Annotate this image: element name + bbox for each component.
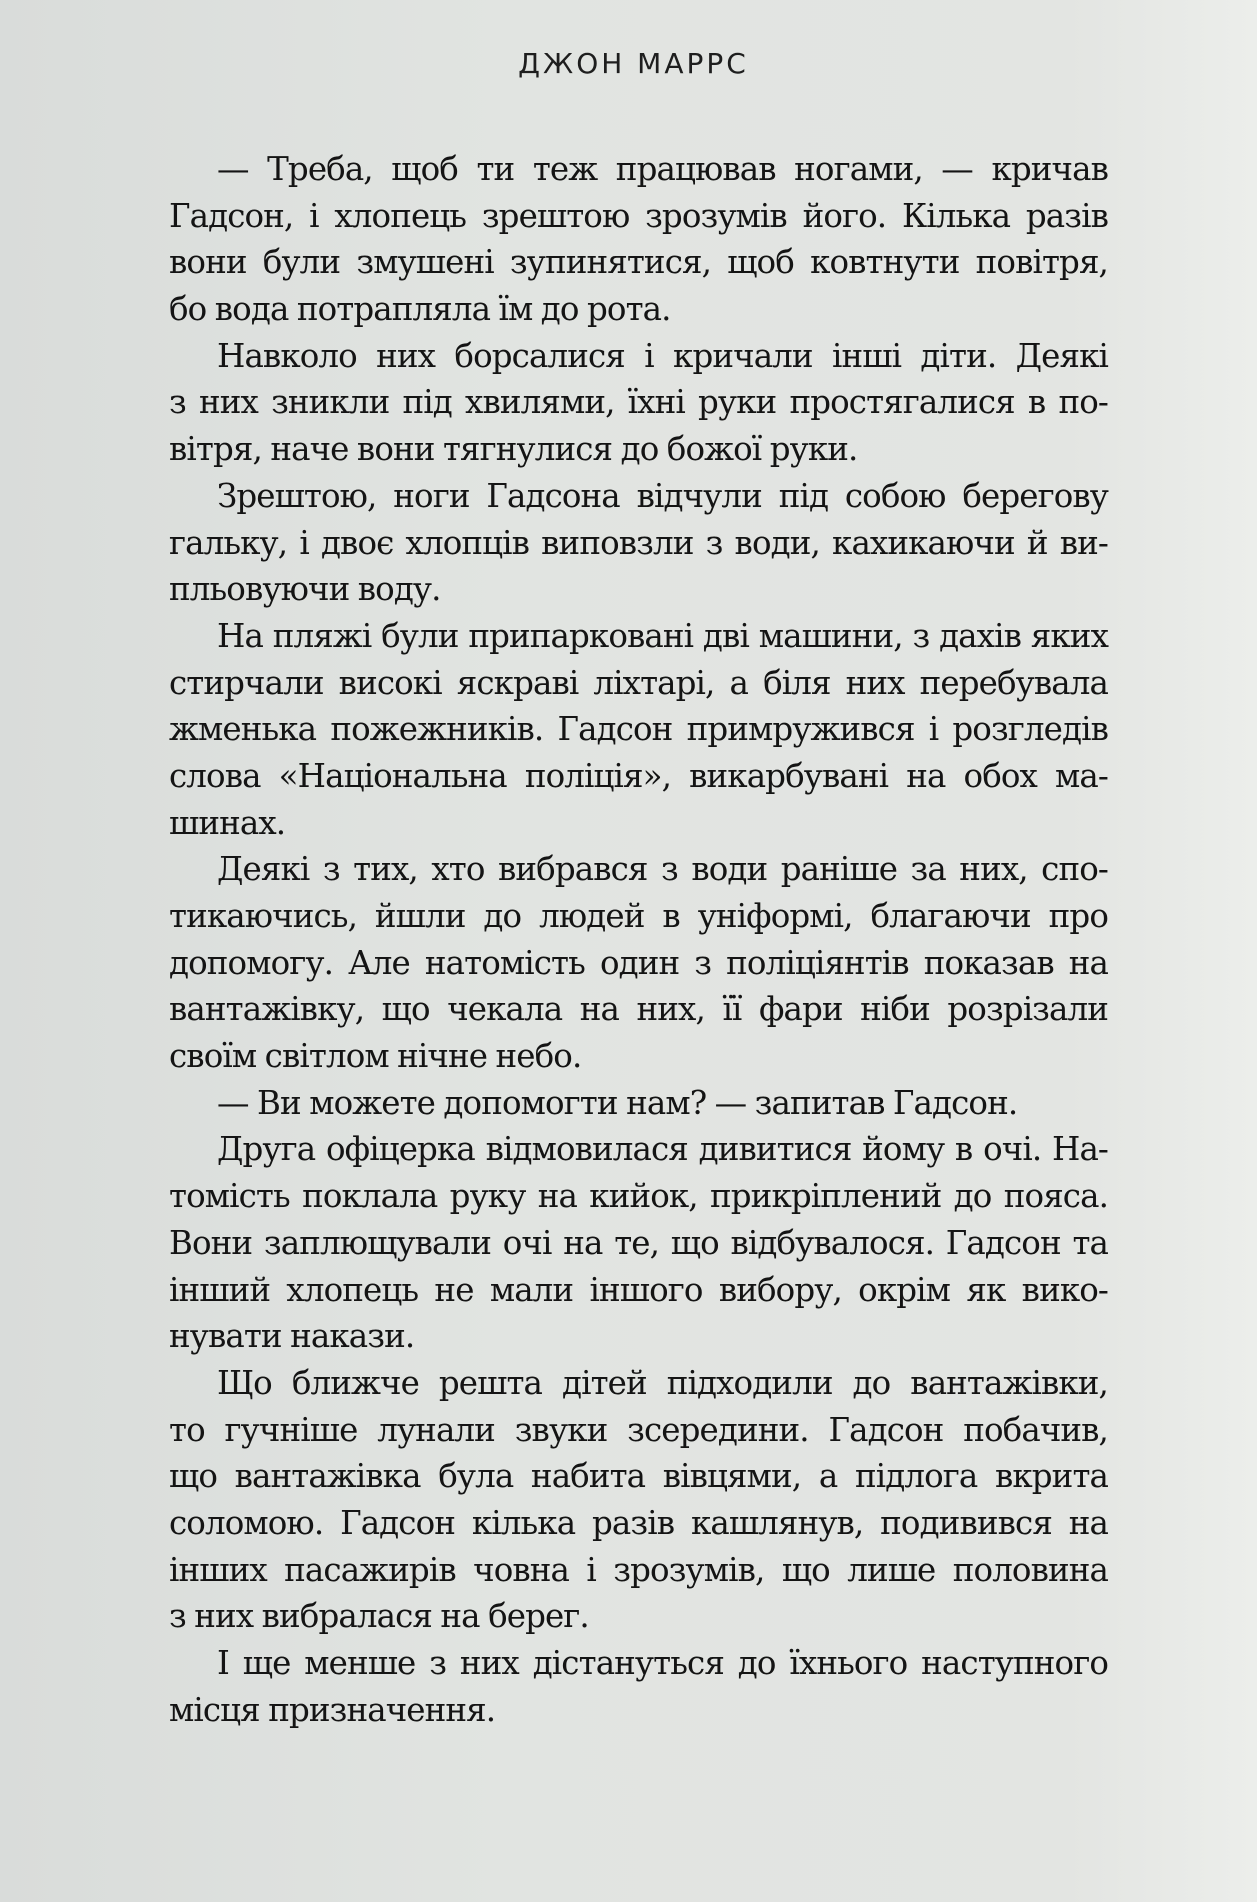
text-line: Деякі з тих, хто вибрався з води раніше за них, спо-	[217, 850, 1108, 889]
text-line: слова «Національна поліція», викарбувані на обох ма-	[169, 756, 1108, 795]
paragraph	[121, 1126, 1108, 1359]
text-line: На пляжі були припарковані дві машини, з дахів яких	[217, 616, 1108, 655]
text-line: — Треба, щоб ти теж працював ногами, — кричав	[217, 150, 1108, 188]
text-line: з них вибралася на берег.	[169, 1597, 589, 1636]
paragraph	[121, 146, 1108, 333]
text-line: що вантажівка була набита вівцями, а підлога вкрита	[169, 1457, 1108, 1496]
text-line: допомогу. Але натомість один з поліціянтів показав на	[169, 943, 1108, 982]
text-line: інший хлопець не мали іншого вибору, окрім як вико-	[169, 1270, 1108, 1309]
text-line: вітря, наче вони тягнулися до божої руки.	[169, 430, 858, 469]
text-line: Що ближче решта дітей підходили до вантажівки,	[217, 1363, 1108, 1402]
text-line: вантажівку, що чекала на них, її фари ніби розрізали	[169, 990, 1108, 1029]
text-line: — Ви можете допомогти нам? — запитав Гадсон.	[217, 1083, 1018, 1122]
text-line: інших пасажирів човна і зрозумів, що лише половина	[169, 1550, 1108, 1589]
text-line: з них зникли під хвилями, їхні руки простягалися в по-	[169, 383, 1108, 422]
text-line: Гадсон, і хлопець зрештою зрозумів його. Кілька разів	[169, 196, 1108, 235]
text-line: тикаючись, йшли до людей в уніформі, благаючи про	[169, 897, 1108, 935]
paragraph	[121, 473, 1108, 613]
text-line: Навколо них борсалися і кричали інші діти. Деякі	[217, 336, 1108, 375]
text-line: місця призначення.	[169, 1690, 496, 1729]
paragraph	[121, 333, 1108, 473]
paragraph	[121, 613, 1108, 846]
paragraph	[121, 1080, 1108, 1127]
text-line: вони були змушені зупинятися, щоб ковтнути повітря,	[169, 243, 1108, 282]
text-line: нувати накази.	[169, 1317, 415, 1356]
text-line: шинах.	[169, 803, 286, 842]
text-line: жменька пожежників. Гадсон примружився і розгледів	[169, 710, 1108, 749]
text-line: І ще менше з них дістануться до їхнього наступного	[217, 1644, 1108, 1682]
text-line: своїм світлом нічне небо.	[169, 1037, 582, 1076]
text-line: бо вода потрапляла їм до рота.	[169, 290, 671, 329]
text-line: Зрештою, ноги Гадсона відчули під собою берегову	[217, 476, 1108, 515]
paragraph	[121, 846, 1108, 1079]
running-head-author: ДЖОН МАРРС	[518, 47, 749, 80]
text-line: Друга офіцерка відмовилася дивитися йому в очі. На-	[217, 1130, 1108, 1169]
paragraph	[121, 1360, 1108, 1640]
paragraph	[121, 1640, 1108, 1733]
text-line: стирчали високі яскраві ліхтарі, а біля них перебувала	[169, 663, 1108, 702]
text-line: то гучніше лунали звуки зсередини. Гадсон побачив,	[169, 1410, 1108, 1449]
text-line: томість поклала руку на кийок, прикріплений до пояса.	[169, 1177, 1108, 1216]
text-line: Вони заплющували очі на те, що відбувалося. Гадсон та	[169, 1223, 1108, 1262]
text-line: гальку, і двоє хлопців виповзли з води, кахикаючи й ви-	[169, 523, 1108, 562]
body-text	[121, 146, 1108, 1733]
text-line: пльовуючи воду.	[169, 570, 441, 609]
text-line: соломою. Гадсон кілька разів кашлянув, подивився на	[169, 1503, 1108, 1542]
